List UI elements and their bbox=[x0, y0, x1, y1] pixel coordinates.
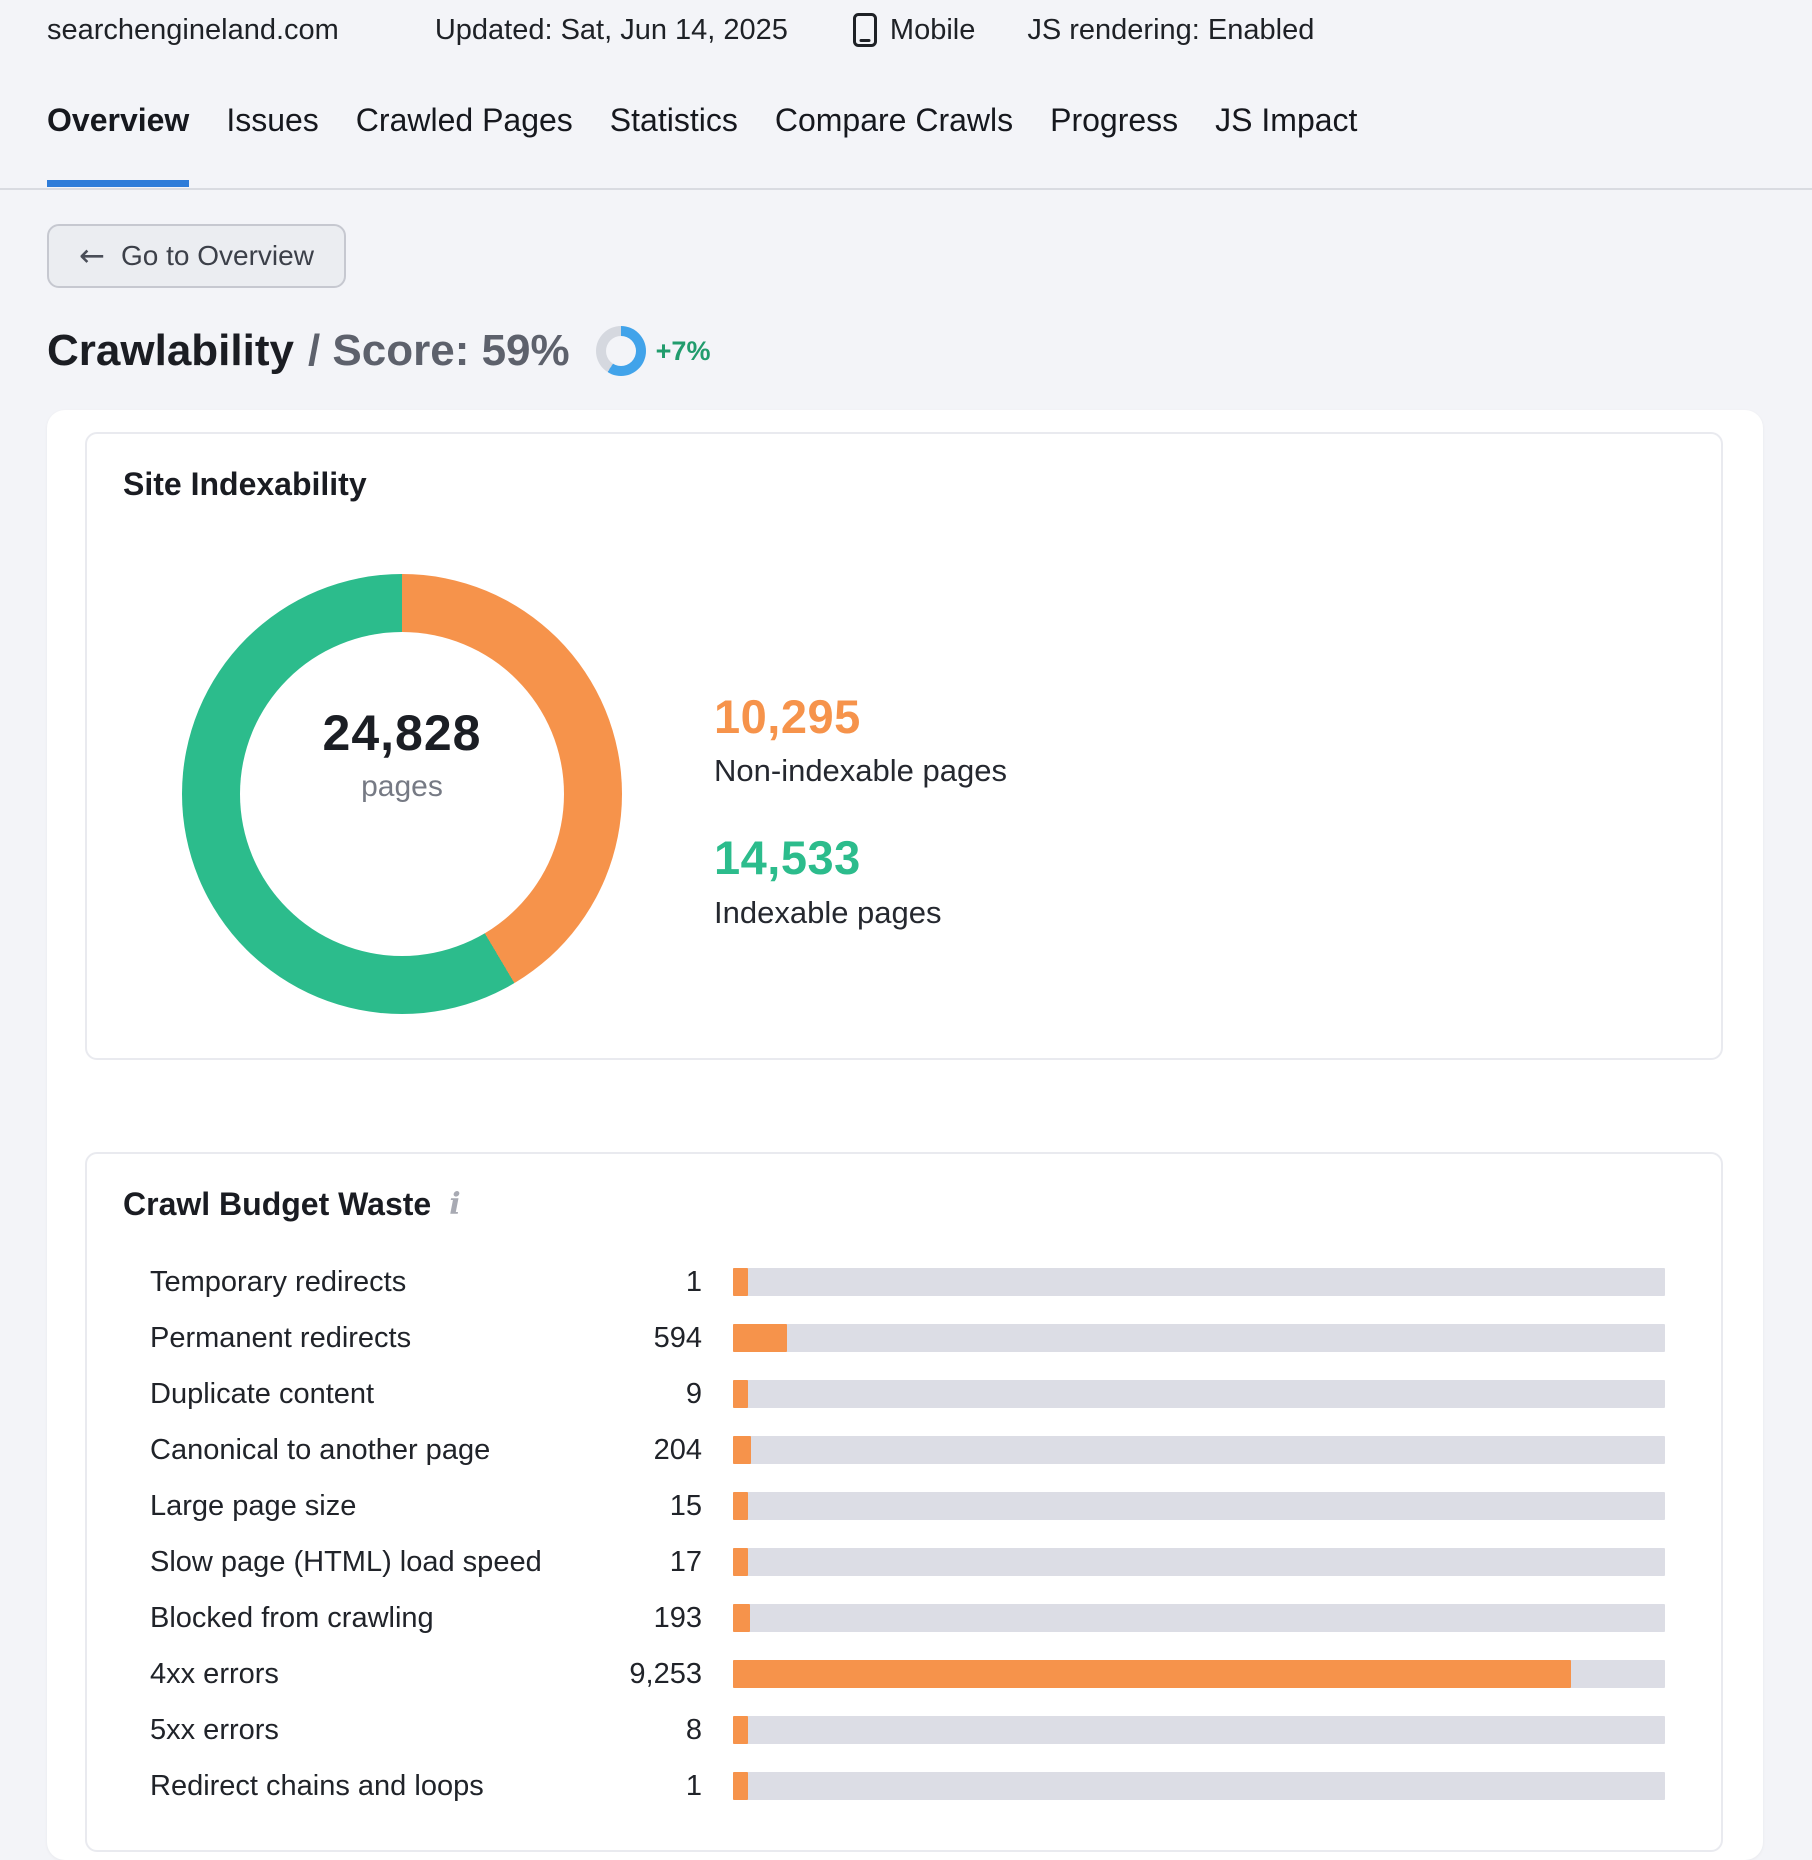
total-pages-value: 24,828 bbox=[322, 705, 482, 761]
non-indexable-label: Non-indexable pages bbox=[714, 753, 1007, 789]
waste-row-bar-track bbox=[733, 1380, 1665, 1408]
tab-statistics[interactable]: Statistics bbox=[609, 102, 738, 138]
page-title-row bbox=[47, 326, 710, 376]
tab-overview[interactable]: Overview bbox=[47, 102, 189, 187]
table-row bbox=[87, 1366, 1721, 1422]
table-row bbox=[87, 1422, 1721, 1478]
site-indexability-heading: Site Indexability bbox=[123, 466, 367, 502]
arrow-left-icon: ← bbox=[79, 238, 105, 274]
last-updated-text: Updated: Sat, Jun 14, 2025 bbox=[434, 13, 788, 46]
waste-row-label: Blocked from crawling bbox=[150, 1601, 434, 1634]
waste-row-bar-fill bbox=[733, 1716, 748, 1744]
waste-row-value: 1 bbox=[685, 1265, 702, 1298]
non-indexable-stat bbox=[714, 692, 1007, 789]
waste-row-label: Canonical to another page bbox=[150, 1433, 491, 1466]
waste-row-value: 9 bbox=[685, 1377, 702, 1410]
waste-row-bar-track bbox=[733, 1268, 1665, 1296]
waste-row-value: 1 bbox=[685, 1769, 702, 1802]
js-rendering-label: JS rendering: Enabled bbox=[1027, 13, 1315, 46]
tab-issues[interactable]: Issues bbox=[226, 102, 319, 138]
waste-row-value: 15 bbox=[669, 1489, 702, 1522]
waste-row-bar-track bbox=[733, 1660, 1665, 1688]
waste-row-bar-track bbox=[733, 1548, 1665, 1576]
tab-bar bbox=[47, 102, 1357, 187]
page-title: Crawlability bbox=[47, 326, 294, 375]
table-row bbox=[87, 1534, 1721, 1590]
waste-row-bar-fill bbox=[733, 1772, 748, 1800]
waste-row-value: 8 bbox=[685, 1713, 702, 1746]
waste-row-bar-track bbox=[733, 1772, 1665, 1800]
info-icon[interactable]: i bbox=[449, 1187, 461, 1222]
crawl-budget-waste-heading: Crawl Budget Waste bbox=[123, 1186, 432, 1222]
waste-row-bar-track bbox=[733, 1324, 1665, 1352]
top-bar bbox=[47, 8, 1314, 52]
indexability-stats bbox=[714, 692, 1007, 931]
tab-bar-divider bbox=[0, 188, 1812, 190]
waste-row-bar-track bbox=[733, 1716, 1665, 1744]
table-row bbox=[87, 1758, 1721, 1814]
project-domain: searchengineland.com bbox=[47, 13, 339, 46]
waste-row-value: 594 bbox=[653, 1321, 702, 1354]
mobile-device-icon bbox=[852, 12, 878, 48]
waste-row-bar-track bbox=[733, 1492, 1665, 1520]
go-to-overview-button[interactable] bbox=[47, 224, 346, 288]
waste-row-label: Permanent redirects bbox=[150, 1321, 412, 1354]
indexable-stat bbox=[714, 833, 1007, 930]
content-card bbox=[47, 410, 1763, 1860]
waste-row-label: 5xx errors bbox=[150, 1713, 279, 1746]
table-row bbox=[87, 1702, 1721, 1758]
tab-js-impact[interactable]: JS Impact bbox=[1215, 102, 1358, 138]
waste-row-bar-fill bbox=[733, 1436, 751, 1464]
waste-row-bar-fill bbox=[733, 1548, 748, 1576]
waste-row-bar-fill bbox=[733, 1380, 748, 1408]
non-indexable-value: 10,295 bbox=[714, 690, 861, 743]
waste-row-bar-fill bbox=[733, 1660, 1571, 1688]
indexability-donut-chart bbox=[182, 574, 622, 1014]
table-row bbox=[87, 1478, 1721, 1534]
go-to-overview-label: Go to Overview bbox=[120, 240, 314, 271]
score-delta-badge: +7% bbox=[655, 335, 711, 366]
crawl-budget-waste-card bbox=[85, 1152, 1723, 1852]
device-label: Mobile bbox=[889, 13, 976, 46]
waste-row-bar-track bbox=[733, 1436, 1665, 1464]
waste-row-label: Temporary redirects bbox=[150, 1265, 407, 1298]
waste-row-bar-fill bbox=[733, 1492, 748, 1520]
table-row bbox=[87, 1310, 1721, 1366]
waste-row-value: 204 bbox=[653, 1433, 702, 1466]
waste-row-label: Large page size bbox=[150, 1489, 357, 1522]
waste-row-value: 193 bbox=[653, 1601, 702, 1634]
score-text: / Score: 59% bbox=[307, 326, 570, 375]
waste-row-bar-fill bbox=[733, 1324, 787, 1352]
tab-progress[interactable]: Progress bbox=[1050, 102, 1179, 138]
indexable-value: 14,533 bbox=[714, 831, 861, 885]
tab-compare-crawls[interactable]: Compare Crawls bbox=[774, 102, 1014, 138]
total-pages-unit: pages bbox=[361, 770, 443, 803]
table-row bbox=[87, 1254, 1721, 1310]
donut-center-text bbox=[182, 534, 622, 974]
tab-crawled-pages[interactable]: Crawled Pages bbox=[355, 102, 573, 138]
waste-row-label: Redirect chains and loops bbox=[150, 1769, 484, 1802]
waste-row-bar-fill bbox=[733, 1604, 750, 1632]
waste-row-bar-track bbox=[733, 1604, 1665, 1632]
waste-row-label: Duplicate content bbox=[150, 1377, 375, 1410]
waste-row-value: 9,253 bbox=[629, 1657, 702, 1690]
site-indexability-card bbox=[85, 432, 1723, 1060]
crawl-budget-bar-chart bbox=[87, 1254, 1721, 1814]
waste-row-label: 4xx errors bbox=[150, 1657, 279, 1690]
waste-row-label: Slow page (HTML) load speed bbox=[150, 1545, 542, 1578]
waste-row-value: 17 bbox=[669, 1545, 702, 1578]
indexable-label: Indexable pages bbox=[714, 894, 942, 930]
waste-row-bar-fill bbox=[733, 1268, 748, 1296]
table-row bbox=[87, 1646, 1721, 1702]
table-row bbox=[87, 1590, 1721, 1646]
score-progress-donut-icon bbox=[596, 326, 646, 376]
